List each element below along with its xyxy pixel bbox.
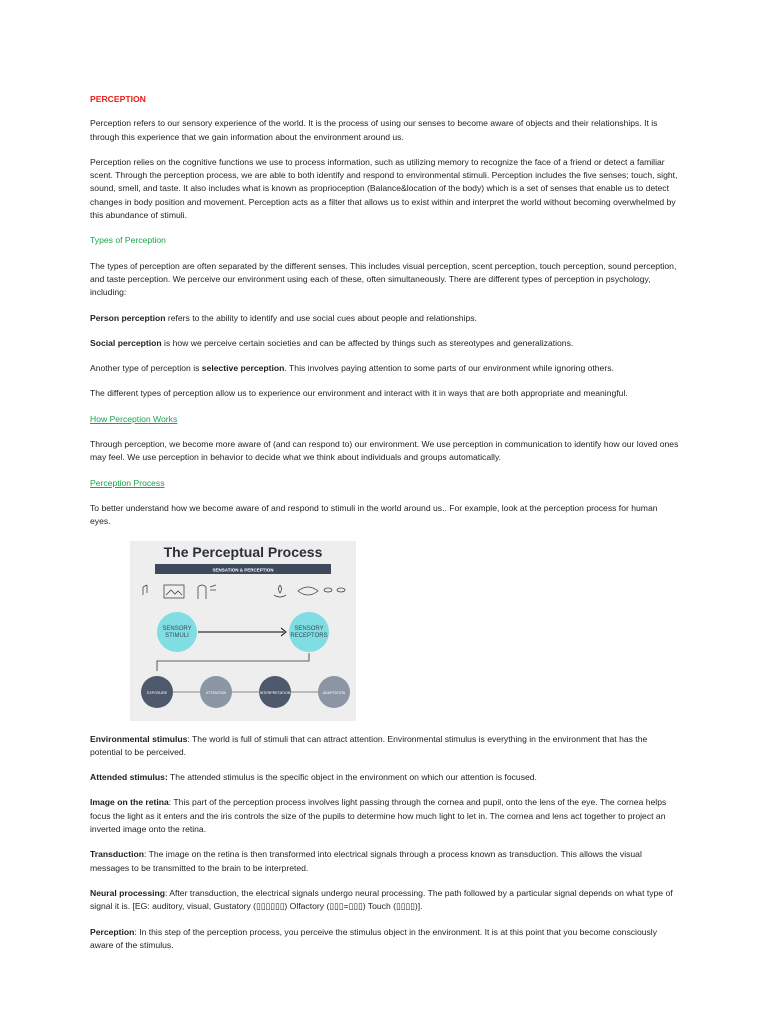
step-environmental-stimulus — [90, 733, 680, 760]
perception-process-link[interactable]: Perception Process — [90, 477, 165, 488]
person-perception-text: refers to the ability to identify and use social cues about people and relationships. — [165, 312, 477, 323]
eye-icon — [324, 588, 332, 592]
intro-paragraph-2: Perception relies on the cognitive functions we use to process information, such as utilizing memory to recognize the face of a friend or detect a familiar scent. Through the perception process, we are able to both identify and respond to environmental stimuli. Perception includes the five senses; touch, sight, sound, smell, and taste. It also includes what is known as proprioception (Balance&location of the body) which is a set of senses that enable us to detect changes in body position and movement. Perception acts as a filter that allows us to exist within and interpret the world without becoming overwhelmed by this abundance of stimuli. — [90, 156, 678, 221]
sensory-stimuli-label-2: STIMULI — [165, 632, 189, 639]
step-neural-processing — [90, 887, 680, 914]
picture-frame-icon — [164, 585, 184, 598]
sensory-stimuli-node — [157, 612, 197, 652]
perceptual-process-diagram — [130, 541, 356, 721]
hand-touch-icon — [198, 585, 216, 599]
step-text: : After transduction, the electrical signals undergo neural processing. The path followed by a particular signal depends on what type of signal it is. [EG: auditory, visual, Gustatory (▯▯▯▯▯▯) Olfactory (▯▯▯=▯▯▯) Touch (▯▯▯▯)]. — [90, 887, 673, 912]
step-text: : The image on the retina is then transformed into electrical signals through a process known as transduction. This allows the visual messages to be transmitted to the brain to be interpreted. — [90, 849, 642, 873]
figure-subtitle: SENSATION & PERCEPTION — [212, 567, 274, 573]
process-intro: To better understand how we become aware of and respond to stimuli in the world around us.. For example, look at the perception process for human eyes. — [90, 502, 658, 527]
landscape-icon — [166, 590, 182, 595]
interpretation-label: INTERPRETATION — [259, 690, 291, 695]
selective-perception-text: . This involves paying attention to some parts of our environment while ignoring others. — [284, 363, 614, 374]
step-attended-stimulus — [90, 771, 680, 784]
person-perception-term: Person perception — [90, 312, 166, 323]
step-transduction — [90, 848, 680, 875]
hand-plant-icon — [274, 585, 286, 597]
social-perception-text: is how we perceive certain societies and can be affected by things such as stereotypes and generalizations. — [161, 337, 574, 348]
how-perception-works-text: Through perception, we become more aware of (and can respond to) our environment. We use perception in communication to identify how our loved ones may feel. We use perception in behavior to decide what we think about individuals and groups automatically. — [90, 439, 679, 463]
step-term: Perception — [90, 926, 135, 937]
step-text: The attended stimulus is the specific object in the environment on which our attention is focused. — [167, 772, 537, 783]
adaptation-label: ADAPTATION — [322, 690, 346, 695]
selective-perception-pre: Another type of perception is — [90, 363, 202, 374]
sensory-stimuli-label-1: SENSORY — [162, 625, 192, 632]
sensory-receptors-node — [289, 612, 329, 652]
step-term: Attended stimulus: — [90, 772, 168, 783]
attention-label: ATTENTION — [205, 690, 227, 695]
social-perception-paragraph — [90, 337, 680, 350]
selective-perception-paragraph — [90, 362, 680, 375]
how-perception-works-link[interactable]: How Perception Works — [90, 413, 178, 424]
types-heading: Types of Perception — [90, 235, 166, 246]
page-title: PERCEPTION — [90, 94, 146, 104]
step-text: : This part of the perception process involves light passing through the cornea and pupil, onto the lens of the eye. The cornea helps focus the light as it enters and the iris controls the size of the pupils to determine how much light to let in. The cornea and lens act together to project an inverted image onto the retina. — [90, 797, 667, 835]
intro-paragraph-1: Perception refers to our sensory experience of the world. It is the process of using our senses to become aware of objects and their relationships. It is through this experience that we gain information about the environment around us. — [90, 118, 658, 142]
sense-icons-right — [274, 585, 345, 597]
document-page — [90, 93, 680, 964]
eye-icon-2 — [337, 588, 345, 592]
music-note-icon — [143, 585, 147, 595]
step-text: : In this step of the perception process, you perceive the stimulus object in the environment. It is at this point that you become consciously aware of the stimulus. — [90, 926, 658, 950]
step-perception — [90, 926, 680, 953]
perceptual-process-figure — [130, 541, 356, 721]
step-term: Transduction — [90, 849, 144, 860]
person-perception-paragraph — [90, 312, 680, 325]
connector-line — [157, 653, 309, 671]
social-perception-term: Social perception — [90, 337, 162, 348]
step-image-on-retina — [90, 796, 680, 836]
lips-icon — [298, 587, 318, 595]
selective-perception-term: selective perception — [201, 363, 285, 374]
figure-title: The Perceptual Process — [163, 543, 323, 560]
sensory-receptors-label-2: RECEPTORS — [290, 632, 328, 639]
types-intro: The types of perception are often separated by the different senses. This includes visual perception, scent perception, touch perception, sound perception, and taste perception. We perceive our environment using each of these, often simultaneously. There are different types of perception in psychology, including: — [90, 260, 677, 298]
sensory-receptors-label-1: SENSORY — [294, 625, 324, 632]
step-term: Environmental stimulus — [90, 733, 188, 744]
step-term: Neural processing — [90, 887, 165, 898]
step-term: Image on the retina — [90, 797, 169, 808]
exposure-label: EXPOSURE — [147, 690, 167, 695]
types-closing: The different types of perception allow us to experience our environment and interact with it in ways that are both appropriate and meaningful. — [90, 388, 628, 399]
step-text: : The world is full of stimuli that can attract attention. Environmental stimulus is everything in the environment that has the potential to be perceived. — [90, 733, 648, 757]
sense-icons-left — [143, 585, 216, 599]
